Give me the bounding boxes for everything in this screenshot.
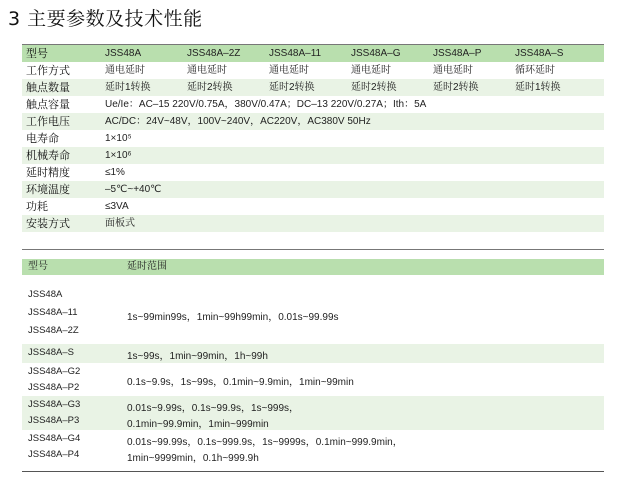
row-value: 1×10⁶ <box>105 150 132 161</box>
spec-table <box>22 45 604 232</box>
range-table <box>22 259 604 463</box>
section-title: 3 主要参数及技术性能 <box>8 8 203 30</box>
range-header-row <box>22 259 604 275</box>
cell: 延时2转换 <box>433 82 479 93</box>
header-model-s: JSS48A–S <box>515 48 564 59</box>
cell: 通电延时 <box>351 65 391 76</box>
cell: 通电延时 <box>187 65 227 76</box>
spec-row-accuracy <box>22 164 604 181</box>
delay-range: 0.01s~9.99s，0.1s~99.9s，1s~999s， <box>127 403 300 414</box>
spec-header-row <box>22 45 604 62</box>
row-label: 机械寿命 <box>26 149 70 162</box>
spec-row-contact-count <box>22 79 604 96</box>
row-value: 1×10⁵ <box>105 133 132 144</box>
row-value: –5℃~+40℃ <box>105 184 162 195</box>
cell: 通电延时 <box>105 65 145 76</box>
cell: 循环延时 <box>515 65 555 76</box>
range-group-4 <box>22 396 604 430</box>
header-model-11: JSS48A–11 <box>269 48 322 59</box>
delay-range: 0.1min~99.9min，1min~999min <box>127 419 269 430</box>
spec-row-voltage <box>22 113 604 130</box>
spec-row-electrical-life <box>22 130 604 147</box>
cell: 延时2转换 <box>269 82 315 93</box>
range-header-range: 延时范围 <box>127 261 167 272</box>
model-name: JSS48A–P4 <box>28 449 80 460</box>
spec-table-bottom-rule <box>22 249 604 250</box>
spec-row-power <box>22 198 604 215</box>
range-group-2 <box>22 344 604 363</box>
model-name: JSS48A–11 <box>28 307 78 318</box>
row-label: 电寿命 <box>26 132 59 145</box>
range-header-model: 型号 <box>28 261 48 272</box>
row-label: 工作方式 <box>26 64 70 77</box>
delay-range: 0.01s~99.99s，0.1s~999.9s，1s~9999s，0.1min~999.9min， <box>127 437 403 448</box>
header-model-p: JSS48A–P <box>433 48 482 59</box>
row-label: 功耗 <box>26 200 48 213</box>
spec-row-temperature <box>22 181 604 198</box>
cell: 通电延时 <box>433 65 473 76</box>
spec-row-mechanical-life <box>22 147 604 164</box>
model-name: JSS48A–S <box>28 347 74 358</box>
range-group-5 <box>22 430 604 463</box>
model-name: JSS48A–G4 <box>28 433 81 444</box>
cell: 延时1转换 <box>105 82 151 93</box>
row-value: 面板式 <box>105 218 135 229</box>
header-model-label: 型号 <box>26 47 48 60</box>
row-value: ≤1% <box>105 167 125 178</box>
cell: 延时2转换 <box>351 82 397 93</box>
model-name: JSS48A <box>28 289 63 300</box>
row-value: Ue/Ie：AC–15 220V/0.75A，380V/0.47A；DC–13 220V/0.27A；Ith：5A <box>105 99 427 110</box>
cell: 通电延时 <box>269 65 309 76</box>
row-label: 工作电压 <box>26 115 70 128</box>
delay-range: 0.1s~9.9s，1s~99s，0.1min~9.9min，1min~99min <box>127 377 354 388</box>
range-table-bottom-rule <box>22 471 604 472</box>
row-label: 安装方式 <box>26 217 70 230</box>
model-name: JSS48A–G2 <box>28 366 81 377</box>
row-value: AC/DC：24V~48V，100V~240V，AC220V，AC380V 50Hz <box>105 116 371 127</box>
cell: 延时1转换 <box>515 82 561 93</box>
row-label: 触点容量 <box>26 98 70 111</box>
delay-range: 1min~9999min，0.1h~999.9h <box>127 453 259 464</box>
delay-range: 1s~99s，1min~99min，1h~99h <box>127 351 268 362</box>
row-label: 触点数量 <box>26 81 70 94</box>
range-group-3 <box>22 363 604 396</box>
delay-range: 1s~99min99s，1min~99h99min，0.01s~99.99s <box>127 312 339 323</box>
header-model-2z: JSS48A–2Z <box>187 48 241 59</box>
spec-row-contact-capacity <box>22 96 604 113</box>
range-group-1 <box>22 275 604 344</box>
spec-row-work-mode <box>22 62 604 79</box>
row-label: 环境温度 <box>26 183 70 196</box>
model-name: JSS48A–G3 <box>28 399 81 410</box>
spec-row-mounting <box>22 215 604 232</box>
header-model-jss48a: JSS48A <box>105 48 142 59</box>
header-model-g: JSS48A–G <box>351 48 401 59</box>
model-name: JSS48A–P3 <box>28 415 80 426</box>
model-name: JSS48A–2Z <box>28 325 79 336</box>
row-value: ≤3VA <box>105 201 129 212</box>
cell: 延时2转换 <box>187 82 233 93</box>
row-label: 延时精度 <box>26 166 70 179</box>
model-name: JSS48A–P2 <box>28 382 80 393</box>
